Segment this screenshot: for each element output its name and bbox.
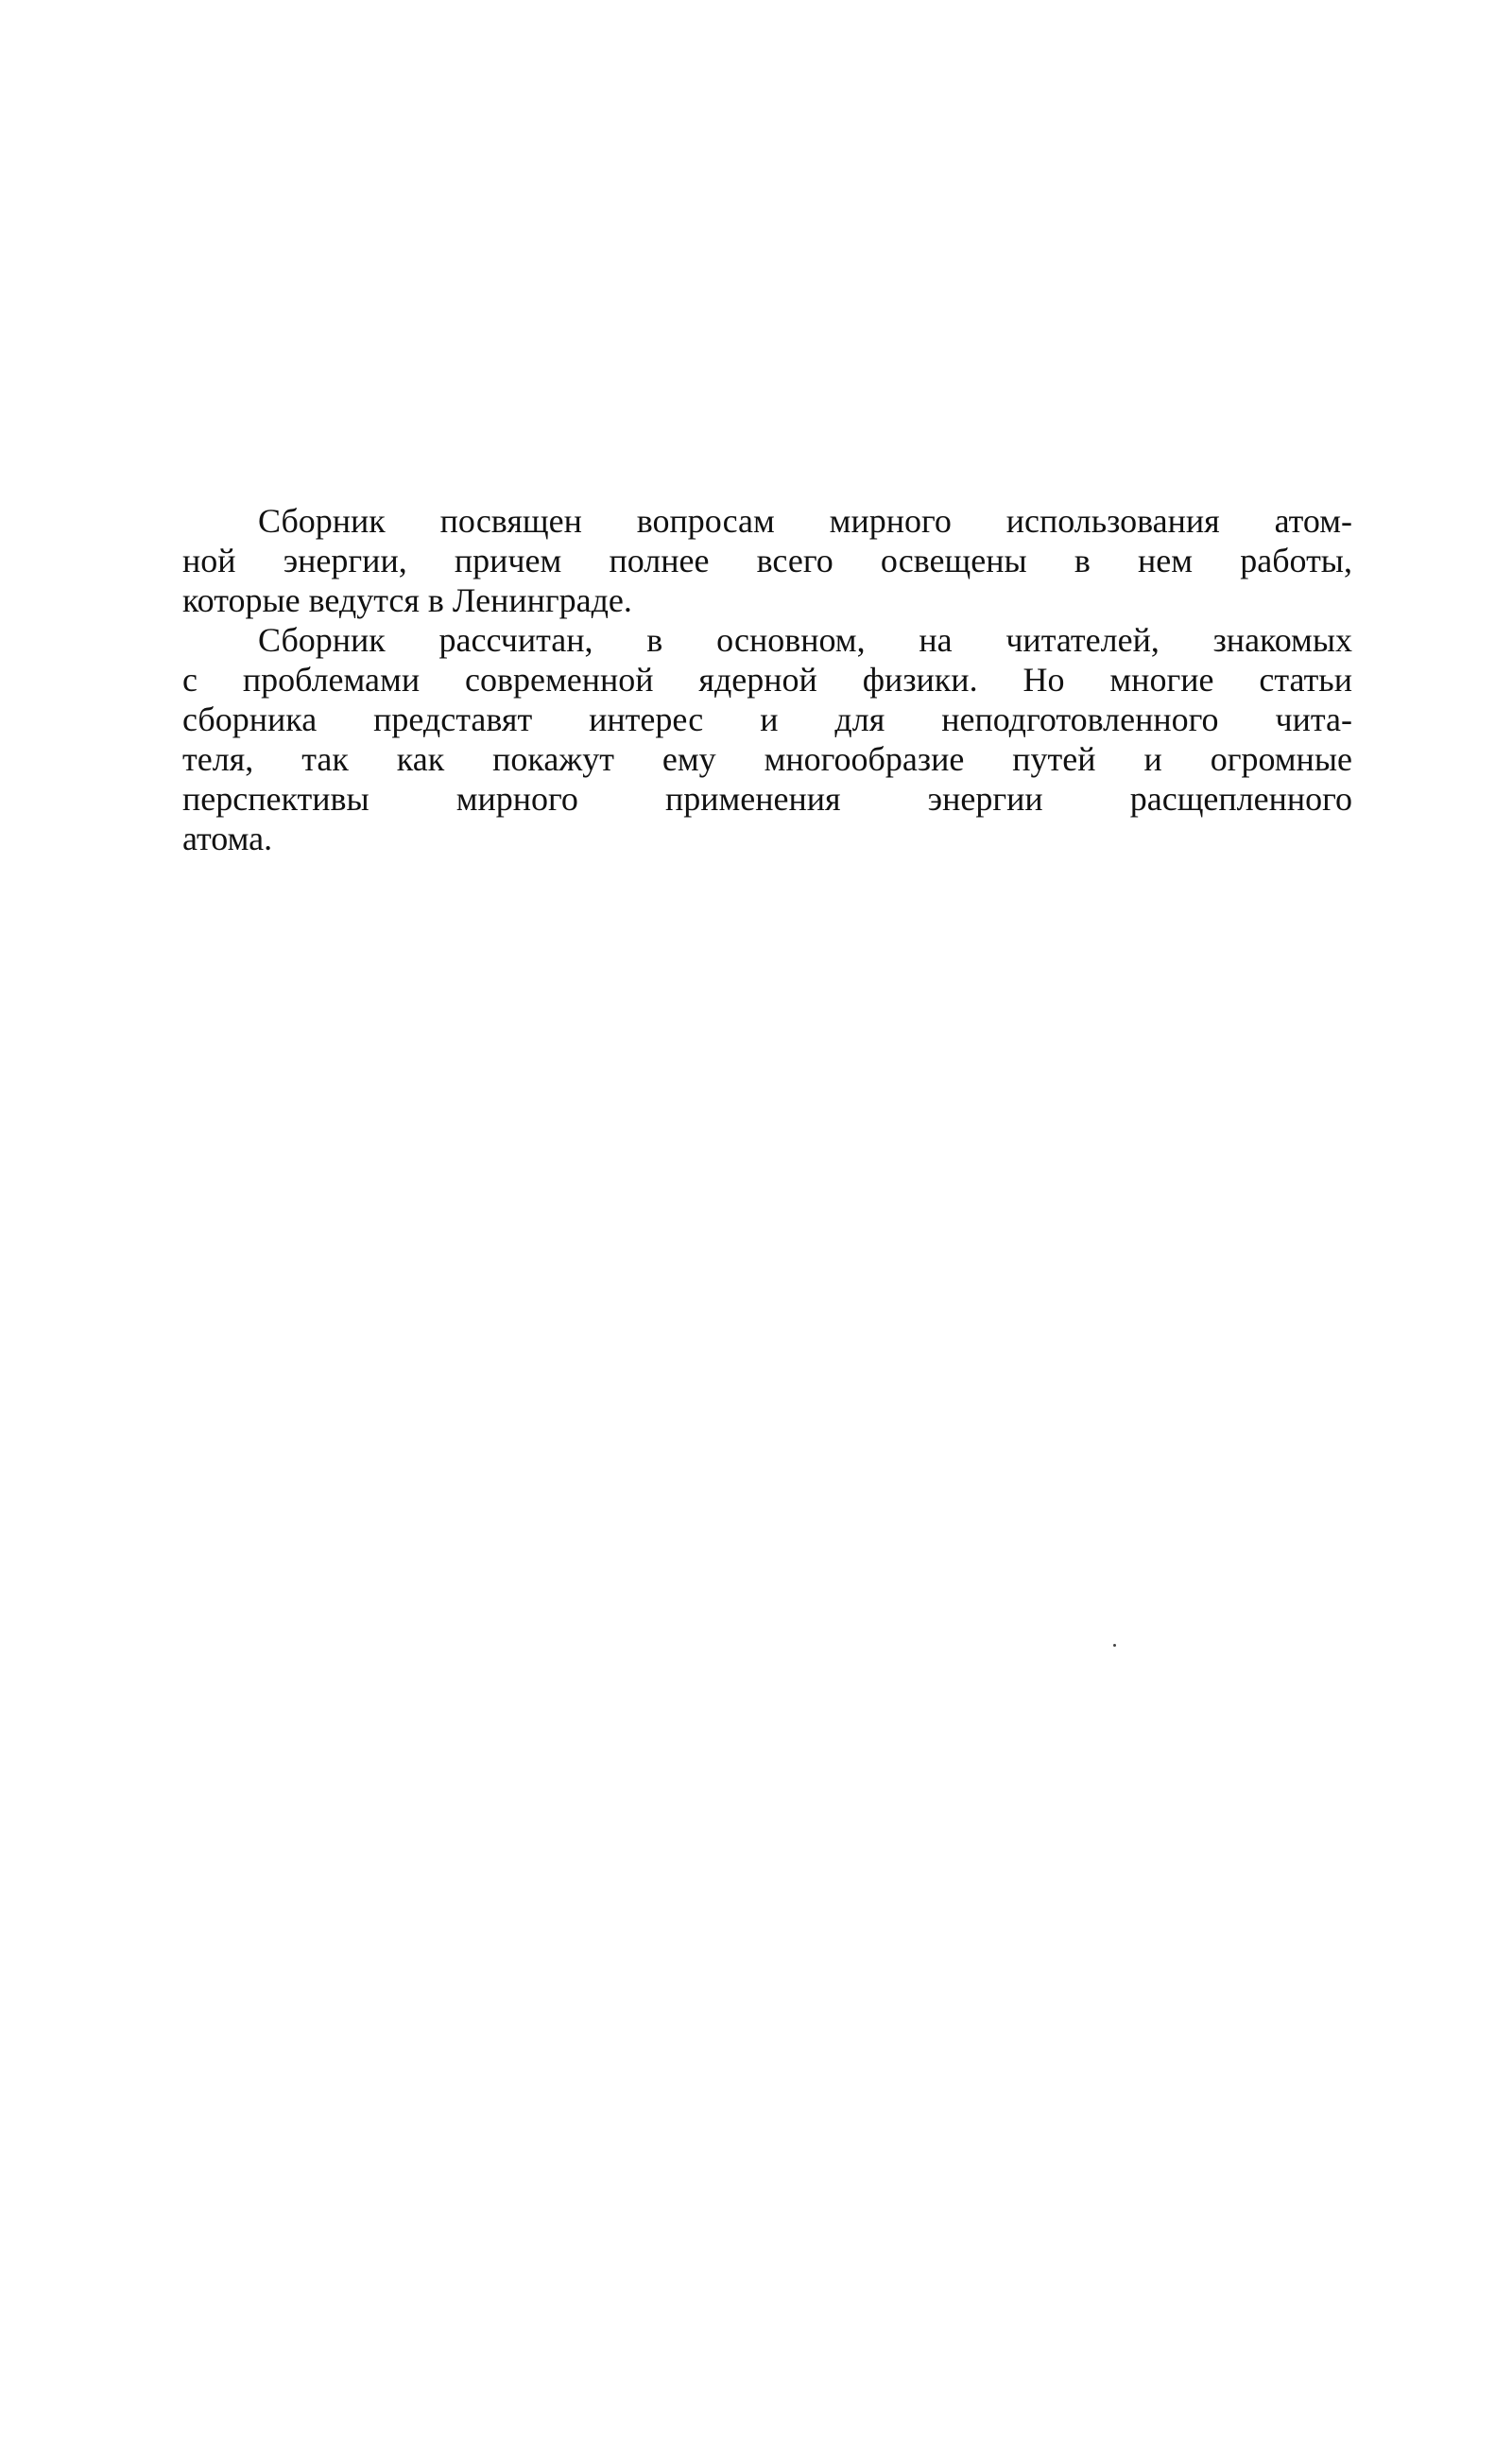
abstract-text <box>182 501 1352 858</box>
text-line: сборника представят интерес и для неподготовленного чита- <box>182 700 1352 738</box>
text-line: атома. <box>182 820 273 857</box>
text-line: теля, так как покажут ему многообразие путей и огромные <box>182 740 1352 778</box>
text-line: которые ведутся в Ленинграде. <box>182 581 632 619</box>
text-line: перспективы мирного применения энергии расщепленного <box>182 780 1352 818</box>
text-line: с проблемами современной ядерной физики. Но многие статьи <box>182 661 1352 699</box>
text-line: Сборник посвящен вопросам мирного использования атом- <box>258 502 1352 540</box>
text-line: Сборник рассчитан, в основном, на читателей, знакомых <box>258 621 1352 659</box>
text-line: ной энергии, причем полнее всего освещены в нем работы, <box>182 542 1352 579</box>
paragraph-2 <box>182 620 1352 858</box>
scan-speck <box>1113 1644 1116 1647</box>
paragraph-1 <box>182 501 1352 620</box>
